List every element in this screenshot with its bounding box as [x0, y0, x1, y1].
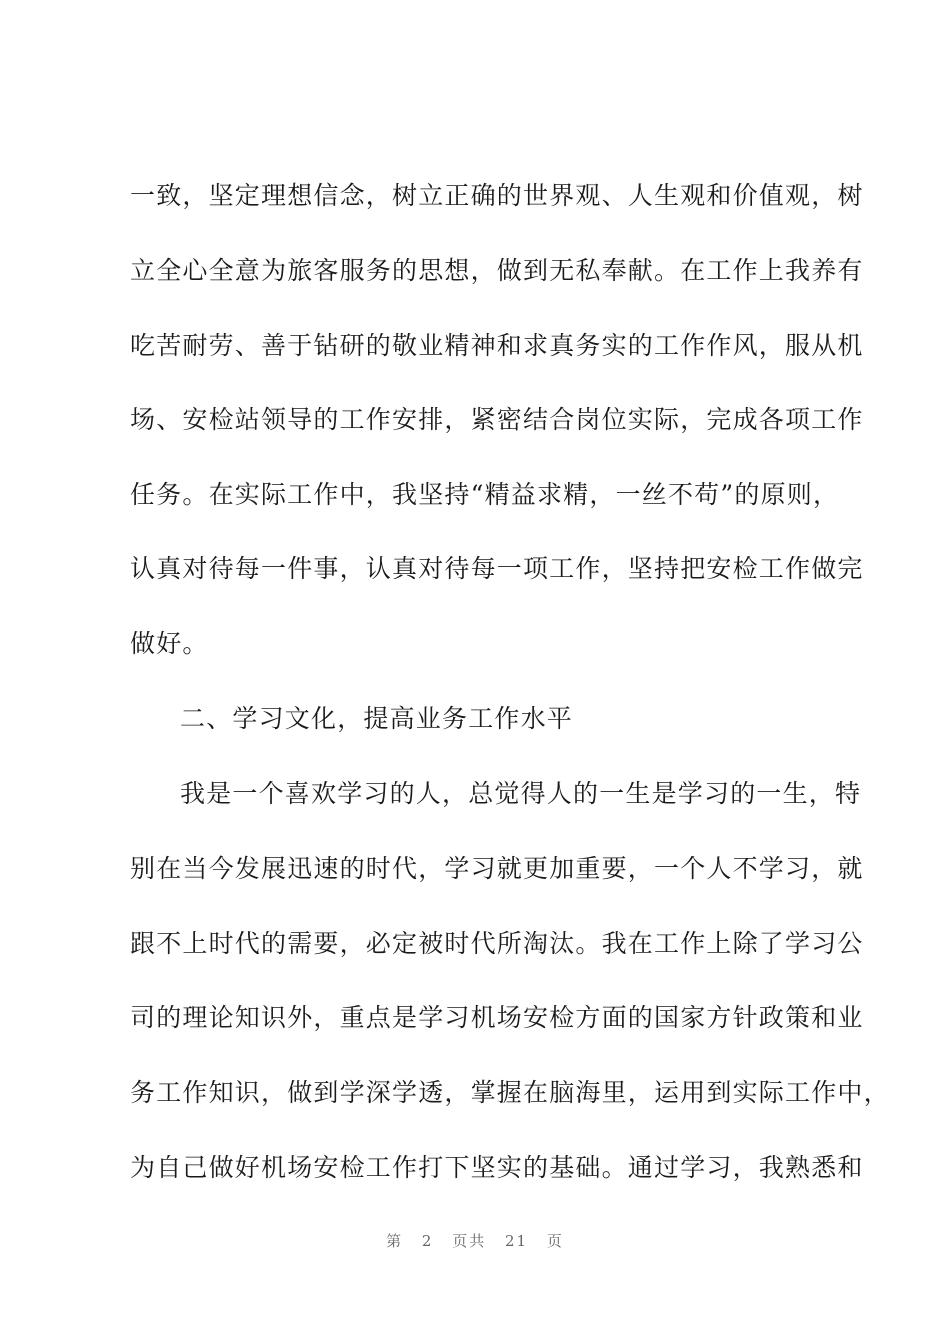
text-line: 做好。 — [130, 629, 209, 658]
text-line: 任务。在实际工作中，我坚持“精益求精，一丝不苟”的原则， — [130, 480, 840, 509]
footer-current-page: 2 — [421, 1232, 434, 1250]
text-line: 为自己做好机场安检工作打下坚实的基础。通过学习，我熟悉和 — [130, 1153, 864, 1182]
footer-suffix: 页 — [546, 1232, 564, 1250]
footer-prefix: 第 — [386, 1232, 404, 1250]
text-line: 立全心全意为旅客服务的思想，做到无私奉献。在工作上我养有 — [130, 256, 864, 285]
page-footer — [0, 1230, 950, 1251]
text-line: 务工作知识，做到学深学透，掌握在脑海里，运用到实际工作中， — [130, 1078, 890, 1107]
section-heading: 二、学习文化，提高业务工作水平 — [180, 704, 574, 733]
footer-middle: 页共 — [452, 1232, 487, 1250]
text-line: 跟不上时代的需要，必定被时代所淘汰。我在工作上除了学习公 — [130, 929, 864, 958]
text-line: 场、安检站领导的工作安排，紧密结合岗位实际，完成各项工作 — [130, 405, 864, 434]
text-line: 一致，坚定理想信念，树立正确的世界观、人生观和价值观，树 — [130, 181, 864, 210]
footer-total-pages: 21 — [505, 1232, 529, 1250]
text-line: 吃苦耐劳、善于钻研的敬业精神和求真务实的工作作风，服从机 — [130, 331, 864, 360]
text-line: 司的理论知识外，重点是学习机场安检方面的国家方针政策和业 — [130, 1003, 864, 1032]
text-line: 别在当今发展迅速的时代，学习就更加重要，一个人不学习，就 — [130, 854, 864, 883]
text-line: 认真对待每一件事，认真对待每一项工作，坚持把安检工作做完 — [130, 554, 864, 583]
paragraph-first-line: 我是一个喜欢学习的人，总觉得人的一生是学习的一生，特 — [180, 779, 862, 808]
